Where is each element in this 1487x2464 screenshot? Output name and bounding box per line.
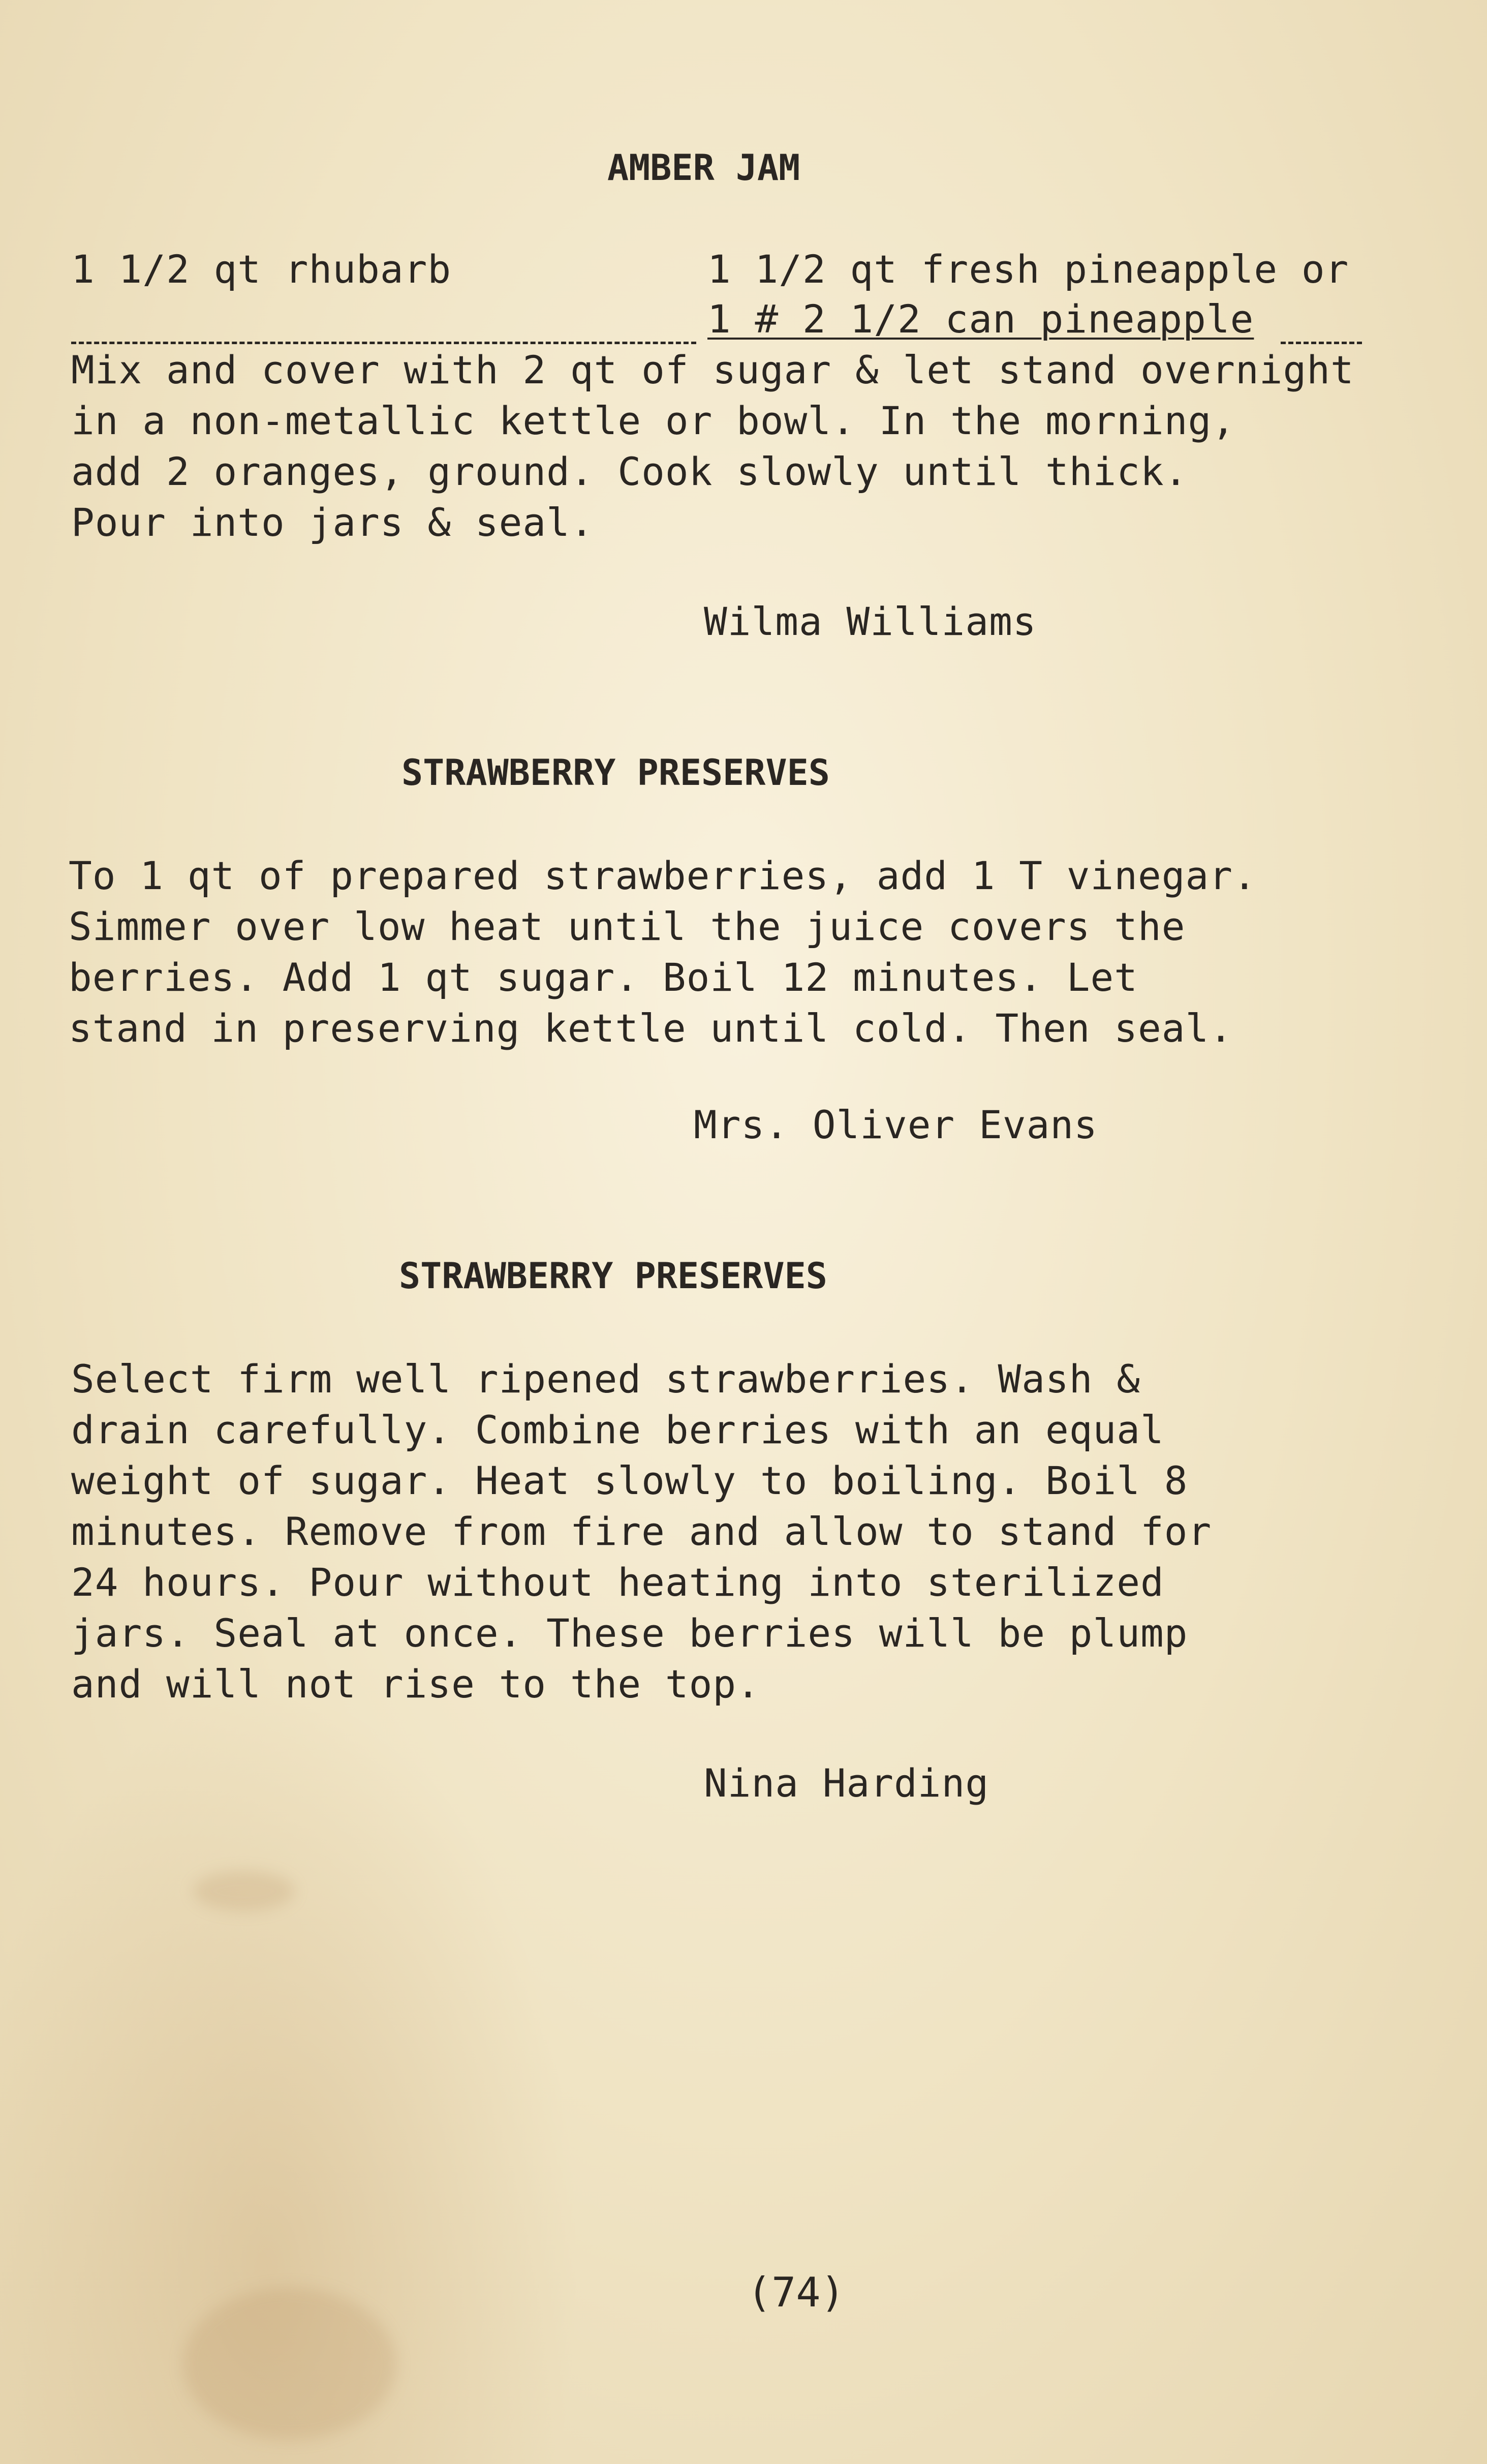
paper-stain bbox=[183, 2288, 396, 2440]
instruction-line: 24 hours. Pour without heating into sterilized bbox=[71, 1560, 1164, 1605]
recipe-title: AMBER JAM bbox=[607, 147, 800, 189]
recipe-author: Mrs. Oliver Evans bbox=[694, 1102, 1098, 1147]
instruction-line: Simmer over low heat until the juice covers the bbox=[69, 904, 1186, 949]
recipe-author: Wilma Williams bbox=[704, 599, 1037, 644]
instruction-line: Mix and cover with 2 qt of sugar & let stand overnight bbox=[71, 347, 1354, 392]
page-number: (74) bbox=[747, 2269, 845, 2316]
instruction-line: Select firm well ripened strawberries. Wash & bbox=[71, 1356, 1141, 1402]
ingredient-rhubarb: 1 1/2 qt rhubarb bbox=[71, 247, 452, 292]
dashed-rule bbox=[1281, 342, 1362, 344]
instruction-line: and will not rise to the top. bbox=[71, 1661, 760, 1707]
recipe-author: Nina Harding bbox=[704, 1760, 989, 1806]
ingredient-canned-pineapple: 1 # 2 1/2 can pineapple bbox=[707, 296, 1254, 342]
instruction-line: in a non-metallic kettle or bowl. In the morning, bbox=[71, 398, 1236, 443]
instruction-line: stand in preserving kettle until cold. Then seal. bbox=[69, 1006, 1233, 1051]
instruction-line: add 2 oranges, ground. Cook slowly until thick. bbox=[71, 449, 1188, 494]
ingredient-pineapple: 1 1/2 qt fresh pineapple or bbox=[707, 247, 1349, 292]
instruction-line: weight of sugar. Heat slowly to boiling. Boil 8 bbox=[71, 1458, 1188, 1503]
instruction-line: drain carefully. Combine berries with an equal bbox=[71, 1407, 1164, 1452]
paper-stain bbox=[193, 1871, 295, 1911]
instruction-line: minutes. Remove from fire and allow to stand for bbox=[71, 1509, 1212, 1554]
instruction-line: Pour into jars & seal. bbox=[71, 500, 594, 545]
instruction-line: berries. Add 1 qt sugar. Boil 12 minutes. Let bbox=[69, 955, 1138, 1000]
recipe-title: STRAWBERRY PRESERVES bbox=[401, 752, 830, 794]
instruction-line: jars. Seal at once. These berries will be plump bbox=[71, 1610, 1188, 1656]
dashed-rule bbox=[71, 342, 696, 344]
recipe-title: STRAWBERRY PRESERVES bbox=[399, 1255, 827, 1297]
instruction-line: To 1 qt of prepared strawberries, add 1 T vinegar. bbox=[69, 853, 1257, 898]
